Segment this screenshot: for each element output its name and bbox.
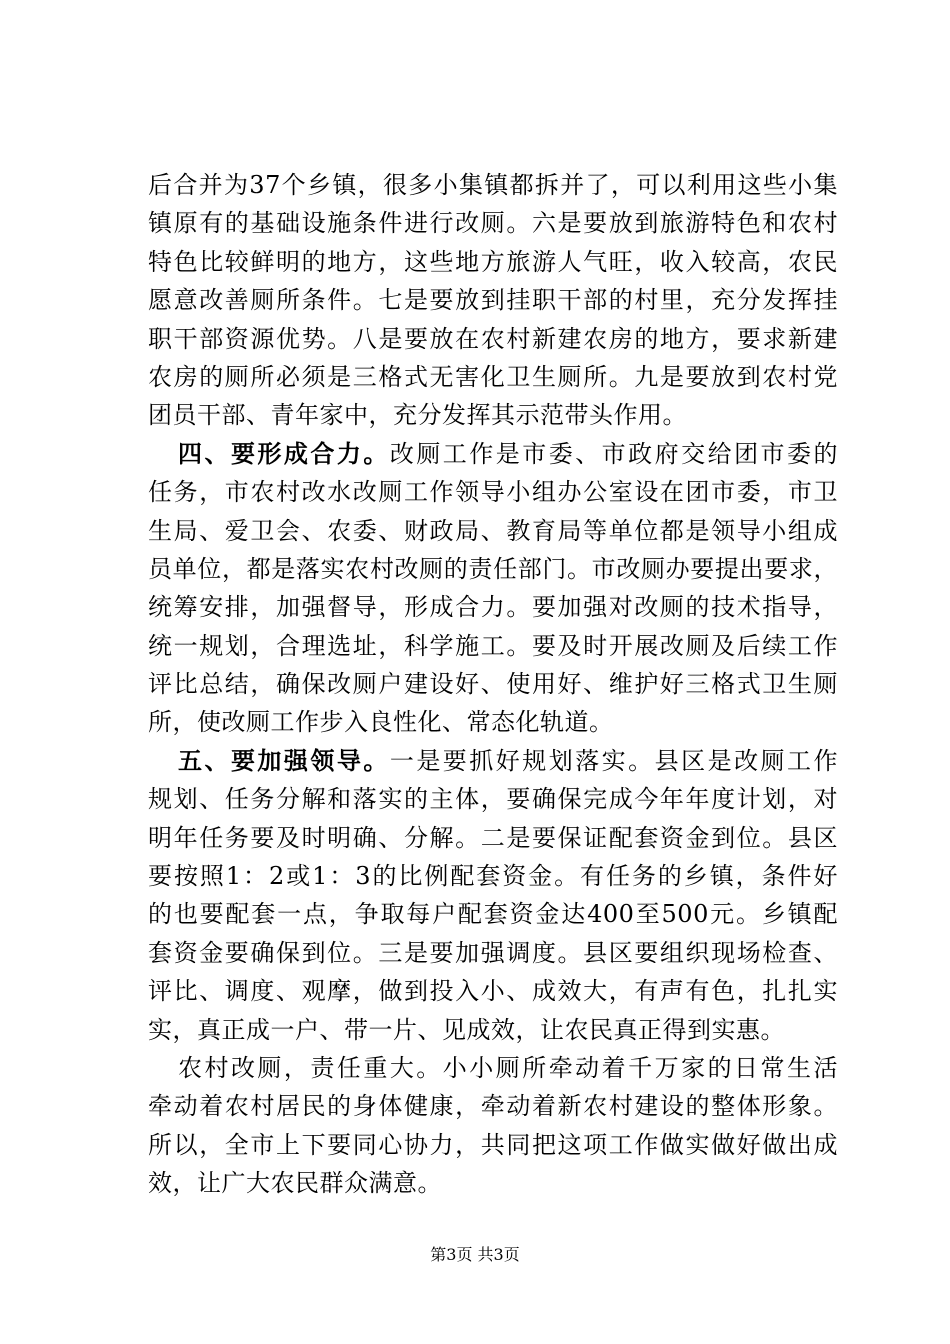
text-line: 规划、任务分解和落实的主体，要确保完成今年年度计划，对	[148, 785, 838, 814]
text-line: 明年任务要及时明确、分解。二是要保证配套资金到位。县区	[148, 823, 838, 852]
text-line: 所，使改厕工作步入良性化、常态化轨道。	[148, 708, 614, 737]
paragraph-first-line	[148, 435, 838, 473]
text-line: 生局、爱卫会、农委、财政局、教育局等单位都是领导小组成	[148, 516, 838, 545]
text-line: 愿意改善厕所条件。七是要放到挂职干部的村里，充分发挥挂	[148, 286, 838, 315]
text-line: 评比、调度、观摩，做到投入小、成效大，有声有色，扎扎实	[148, 977, 838, 1006]
text-line: 所以，全市上下要同心协力，共同把这项工作做实做好做出成	[148, 1130, 838, 1159]
text-line: 评比总结，确保改厕户建设好、使用好、维护好三格式卫生厕	[148, 670, 838, 699]
text-line: 后合并为37个乡镇，很多小集镇都拆并了，可以利用这些小集	[148, 171, 838, 199]
text-line: 员单位，都是落实农村改厕的责任部门。市改厕办要提出要求，	[148, 554, 838, 583]
text-line: 效，让广大农民群众满意。	[148, 1169, 442, 1198]
document-body	[148, 166, 838, 1203]
paragraph-first-line	[148, 742, 838, 780]
text-line: 实，真正成一户、带一片、见成效，让农民真正得到实惠。	[148, 1015, 785, 1044]
text-line: 职干部资源优势。八是要放在农村新建农房的地方，要求新建	[148, 324, 838, 353]
text-line: 的也要配套一点，争取每户配套资金达400至500元。乡镇配	[148, 900, 838, 929]
text-line: 任务，市农村改水改厕工作领导小组办公室设在团市委，市卫	[148, 478, 838, 507]
text-line: 牵动着农村居民的身体健康，牵动着新农村建设的整体形象。	[148, 1092, 838, 1121]
text-line: 统筹安排，加强督导，形成合力。要加强对改厕的技术指导，	[148, 593, 838, 622]
text-line: 特色比较鲜明的地方，这些地方旅游人气旺，收入较高，农民	[148, 247, 838, 276]
text-span: 改厕工作是市委、市政府交给团市委的	[389, 439, 839, 468]
text-line: 套资金要确保到位。三是要加强调度。县区要组织现场检查、	[148, 938, 838, 967]
paragraph-first-line: 农村改厕，责任重大。小小厕所牵动着千万家的日常生活	[178, 1053, 838, 1082]
section-heading-five: 五、要加强领导。	[178, 745, 390, 775]
text-line: 要按照1：2或1：3的比例配套资金。有任务的乡镇，条件好	[148, 862, 838, 891]
text-line: 镇原有的基础设施条件进行改厕。六是要放到旅游特色和农村	[148, 209, 838, 238]
text-line: 统一规划，合理选址，科学施工。要及时开展改厕及后续工作	[148, 631, 838, 660]
text-line: 团员干部、青年家中，充分发挥其示范带头作用。	[148, 401, 687, 430]
page-number-footer: 第3页 共3页	[430, 1245, 520, 1264]
text-span: 一是要抓好规划落实。县区是改厕工作	[389, 746, 839, 775]
text-line: 农房的厕所必须是三格式无害化卫生厕所。九是要放到农村党	[148, 362, 838, 391]
section-heading-four: 四、要形成合力。	[178, 438, 390, 468]
